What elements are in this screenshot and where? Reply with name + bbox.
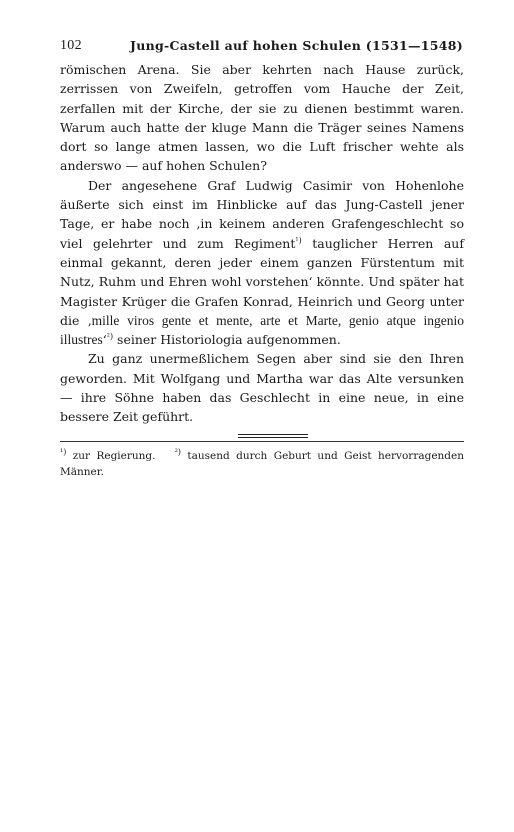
footnote-1-mark: ¹) (60, 447, 67, 457)
book-page (60, 38, 464, 480)
end-rule-line-2 (238, 437, 308, 438)
page-header (60, 38, 464, 58)
footnote-1-text: zur Regierung. (72, 449, 156, 462)
paragraph-2 (60, 176, 464, 350)
chapter-end-rule (238, 434, 308, 440)
end-rule-line-1 (238, 434, 308, 435)
footnote-2-text: tausend durch Geburt und Geist hervorragenden Männer. (60, 449, 464, 478)
footnote-2-mark: ²) (174, 447, 182, 457)
footnote-ref-2: ²) (106, 332, 114, 341)
running-title: Jung-Castell auf hohen Schulen (1531—1548) (130, 38, 463, 53)
body-text (60, 60, 464, 427)
latin-quote: mille viros gente et mente, arte et Marte, genio atque ingenio illustres (60, 312, 465, 348)
paragraph-2-part-1: Der angesehene Graf Ludwig Casimir von Hohenlohe äußerte sich einst im Hinblicke auf das Jung-Castell jener Tage, er habe noch ‚in keinem anderen Grafengeschlecht so viel gelehrter und zum Regiment (60, 177, 464, 251)
footnote-divider (60, 441, 464, 442)
footnote-ref-1: ¹) (295, 235, 302, 245)
footnotes (60, 448, 464, 480)
paragraph-2-quote-close: ‘ (102, 332, 107, 348)
paragraph-1: römischen Arena. Sie aber kehrten nach Hause zurück, zerrissen von Zweifeln, getroffen vom Hauche der Zeit, zerfallen mit der Kirche, der sie zu dienen bestimmt waren. Warum auch hatte der kluge Mann die Träger seines Namens dort so lange atmen lassen, wo die Luft frischer wehte als anderswo — auf hohen Schulen? (60, 62, 464, 174)
paragraph-2-part-4: seiner Historiologia aufgenommen. (117, 332, 341, 348)
paragraph-3: Zu ganz unermeßlichem Segen aber sind sie den Ihren geworden. Mit Wolfgang und Martha war das Alte versunken — ihre Söhne haben das Geschlecht in eine neue, in eine bessere Zeit geführt. (60, 351, 464, 425)
page-number: 102 (60, 38, 82, 53)
paragraph-2-part-2: tauglicher Herren auf einmal gekannt, deren jeder einem ganzen Fürstentum mit Nutz, Ruhm und Ehren wohl vorstehen‘ könnte. Und später hat Magister Krüger die Grafen Konrad, Heinrich und Georg unter die ‚ (60, 235, 464, 328)
